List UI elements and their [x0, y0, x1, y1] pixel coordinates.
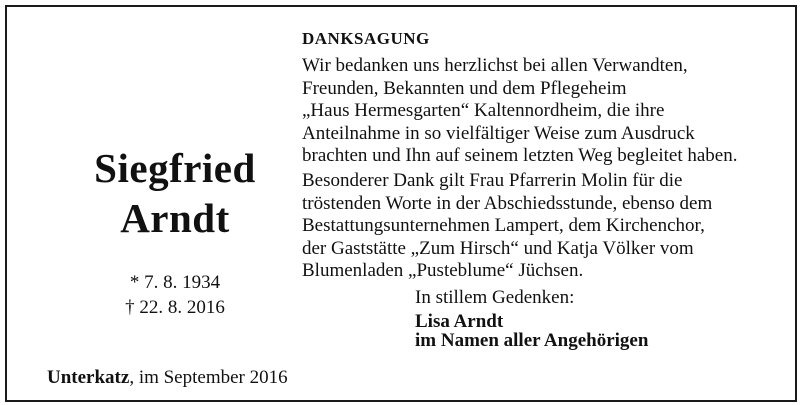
- life-dates: [50, 270, 300, 320]
- closing-remembrance: In stillem Gedenken:: [415, 287, 575, 308]
- closing-family: im Namen aller Angehörigen: [415, 330, 649, 351]
- first-name: Siegfried: [94, 145, 256, 191]
- date-text: , im September 2016: [129, 367, 288, 388]
- deceased-name: [50, 143, 300, 243]
- birth-date: * 7. 8. 1934: [129, 272, 221, 293]
- notice-heading: DANKSAGUNG: [302, 29, 430, 48]
- thanks-paragraph-1: Wir bedanken uns herzlichst bei allen Verwandten, Freunden, Bekannten und dem Pflegeheim „Haus Hermesgarten“ Kaltennordheim, die ihre Anteilnahme in so vielfältiger Weise zum Ausdruck brachten und Ihn auf seinem letzten Weg begleitet haben.: [302, 55, 738, 166]
- place-name: Unterkatz: [47, 367, 130, 388]
- closing-signer: Lisa Arndt: [415, 311, 504, 332]
- place-date-line: [47, 367, 288, 389]
- thanks-paragraph-2: Besonderer Dank gilt Frau Pfarrerin Molin für die tröstenden Worte in der Abschiedsstunde, ebenso dem Bestattungsunternehmen Lampert, dem Kirchenchor, der Gaststätte „Zum Hirsch“ und Katja Völker vom Blumenladen „Pusteblume“ Jüchsen.: [302, 170, 713, 281]
- last-name: Arndt: [120, 195, 230, 241]
- death-date: † 22. 8. 2016: [125, 297, 225, 318]
